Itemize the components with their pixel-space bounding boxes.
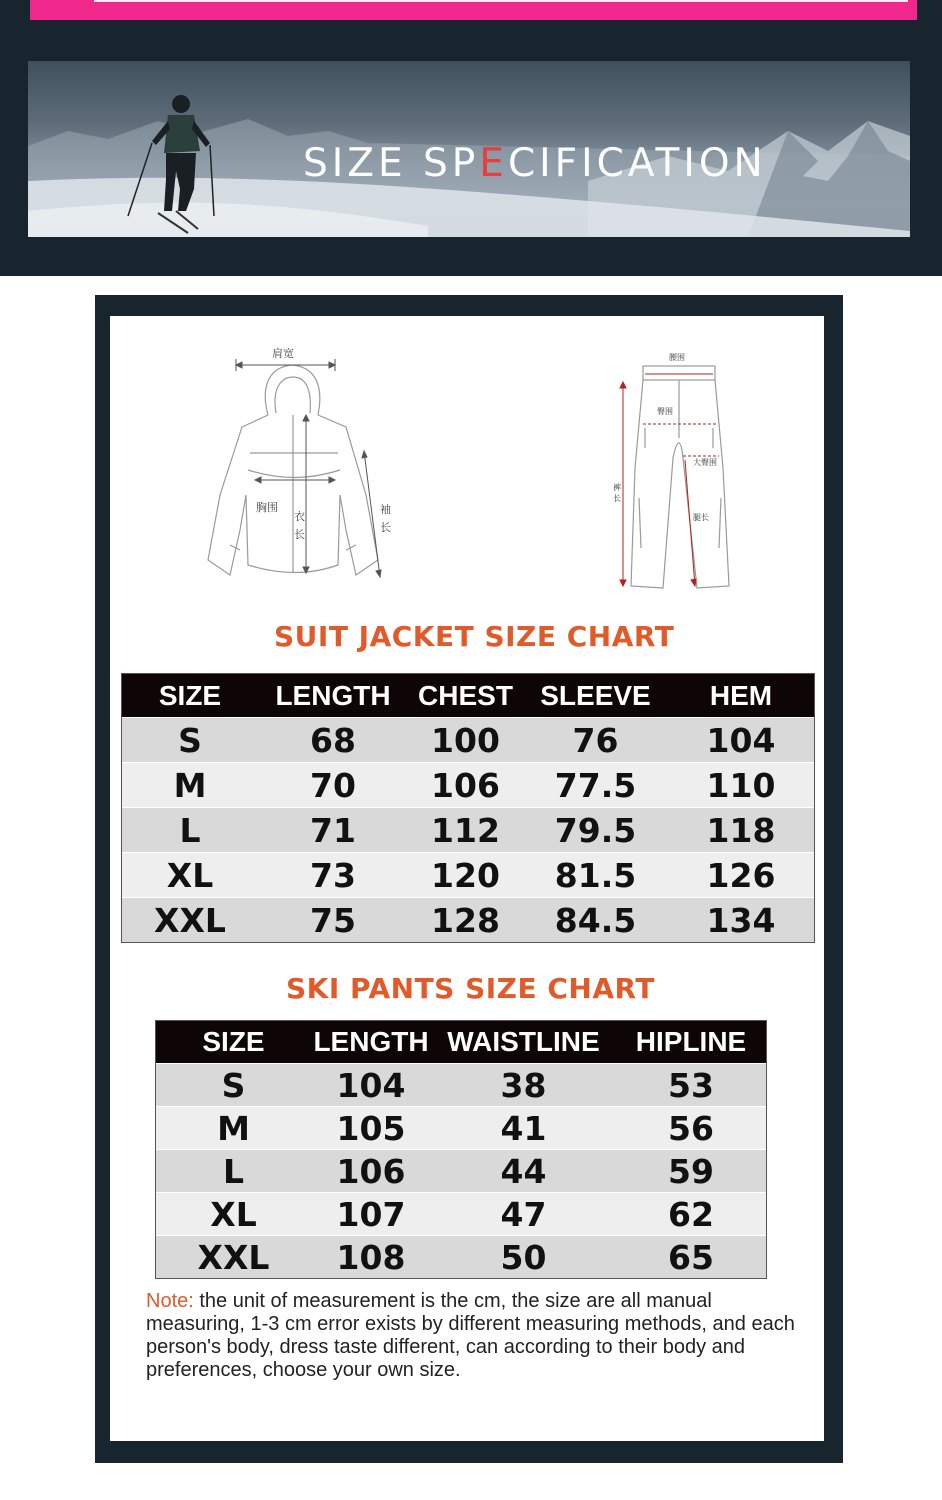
jacket-cell-length: 68: [310, 720, 356, 760]
pants-header-size: SIZE: [202, 1026, 265, 1057]
table-row: [156, 1106, 766, 1149]
pants-cell-hipline: 65: [668, 1237, 714, 1277]
banner-title: [28, 141, 910, 186]
table-row: [122, 897, 814, 942]
pants-cell-size: XXL: [197, 1237, 270, 1277]
pants-header-length: LENGTH: [313, 1026, 429, 1057]
pants-length-label-bottom: 长: [613, 494, 621, 503]
note-text: the unit of measurement is the cm, the size are all manual measuring, 1-3 cm error exists by different measuring methods, and each person's body, dress taste different, can according to their body and preferences, choose your own size.: [146, 1290, 795, 1381]
pants-header-waistline: WAISTLINE: [447, 1026, 600, 1057]
jacket-measure-diagram: [200, 345, 405, 590]
jacket-cell-length: 71: [310, 810, 356, 850]
pants-cell-length: 106: [336, 1151, 406, 1191]
jacket-cell-length: 70: [310, 765, 356, 805]
measurement-note: [146, 1290, 806, 1382]
pants-cell-size: XL: [210, 1194, 257, 1234]
table-row: [156, 1063, 766, 1106]
table-row: [156, 1149, 766, 1192]
table-row: [156, 1192, 766, 1235]
size-spec-banner: [28, 61, 910, 237]
pants-cell-waistline: 47: [500, 1194, 547, 1234]
jacket-cell-sleeve: 84.5: [554, 900, 637, 940]
top-accent-bar: [30, 0, 917, 20]
jacket-cell-size: S: [178, 720, 202, 760]
jacket-header-length: LENGTH: [275, 679, 391, 711]
jacket-cell-sleeve: 81.5: [554, 855, 637, 895]
jacket-cell-size: M: [173, 765, 207, 805]
jacket-chart-title: SUIT JACKET SIZE CHART: [274, 620, 675, 653]
jacket-cell-hem: 110: [706, 765, 776, 805]
pants-table-header: [156, 1021, 766, 1063]
pants-cell-length: 104: [336, 1065, 406, 1105]
banner-title-end: CIFICATION: [507, 141, 767, 186]
jacket-cell-size: XXL: [154, 900, 226, 940]
jacket-cell-hem: 118: [706, 810, 776, 850]
jacket-cell-sleeve: 76: [572, 720, 619, 760]
jacket-header-size: SIZE: [158, 679, 222, 711]
jacket-header-sleeve: SLEEVE: [540, 679, 651, 711]
table-row: [156, 1235, 766, 1278]
jacket-cell-hem: 126: [706, 855, 776, 895]
pants-cell-size: M: [217, 1108, 250, 1148]
table-row: [122, 762, 814, 807]
pants-cell-waistline: 50: [500, 1237, 547, 1277]
jacket-cell-size: L: [179, 810, 201, 850]
pants-cell-waistline: 44: [500, 1151, 547, 1191]
note-label: Note:: [146, 1290, 194, 1312]
pants-cell-waistline: 41: [500, 1108, 547, 1148]
jacket-cell-sleeve: 79.5: [554, 810, 637, 850]
shoulder-width-label: 肩宽: [272, 347, 294, 360]
pants-size-table: [155, 1020, 767, 1279]
chest-label: 胸围: [256, 501, 278, 514]
pants-header-hipline: HIPLINE: [635, 1026, 747, 1057]
jacket-cell-sleeve: 77.5: [554, 765, 637, 805]
top-accent-line: [94, 0, 908, 2]
table-row: [122, 717, 814, 762]
pants-cell-size: L: [222, 1151, 245, 1191]
jacket-size-table: [121, 673, 815, 943]
sleeve-label-bottom: 长: [380, 521, 391, 534]
jacket-cell-hem: 134: [706, 900, 776, 940]
pants-cell-length: 105: [336, 1108, 406, 1148]
pants-cell-waistline: 38: [500, 1065, 547, 1105]
table-row: [122, 807, 814, 852]
jacket-header-chest: CHEST: [418, 679, 513, 711]
pants-measure-diagram: [605, 348, 735, 593]
jacket-table-header: [122, 674, 814, 717]
pants-cell-size: S: [221, 1065, 246, 1105]
banner-title-start: SIZE SP: [303, 141, 480, 186]
leg-length-label: 腿长: [693, 513, 709, 522]
pants-length-label-top: 裤: [613, 483, 621, 492]
banner-title-accent: E: [479, 141, 508, 186]
jacket-cell-hem: 104: [706, 720, 776, 760]
jacket-cell-length: 75: [310, 900, 356, 940]
pants-cell-hipline: 53: [668, 1065, 714, 1105]
pants-cell-length: 107: [336, 1194, 406, 1234]
jacket-cell-chest: 120: [431, 855, 500, 895]
jacket-header-hem: HEM: [709, 679, 773, 711]
pants-chart-title: SKI PANTS SIZE CHART: [286, 972, 655, 1005]
jacket-cell-chest: 100: [431, 720, 500, 760]
jacket-cell-size: XL: [166, 855, 214, 895]
jacket-cell-chest: 112: [431, 810, 500, 850]
sleeve-label-top: 袖: [380, 503, 391, 516]
waist-label: 腰围: [669, 353, 685, 362]
pants-cell-hipline: 56: [668, 1108, 714, 1148]
thigh-label: 大臀围: [693, 458, 717, 467]
pants-cell-hipline: 59: [668, 1151, 714, 1191]
jacket-cell-chest: 128: [431, 900, 500, 940]
table-row: [122, 852, 814, 897]
jacket-cell-chest: 106: [431, 765, 500, 805]
pants-cell-hipline: 62: [668, 1194, 714, 1234]
jacket-cell-length: 73: [310, 855, 356, 895]
jacket-length-label-top: 衣: [294, 510, 305, 523]
hip-label: 臀围: [657, 407, 673, 416]
jacket-length-label-bottom: 长: [294, 528, 305, 541]
pants-cell-length: 108: [336, 1237, 406, 1277]
